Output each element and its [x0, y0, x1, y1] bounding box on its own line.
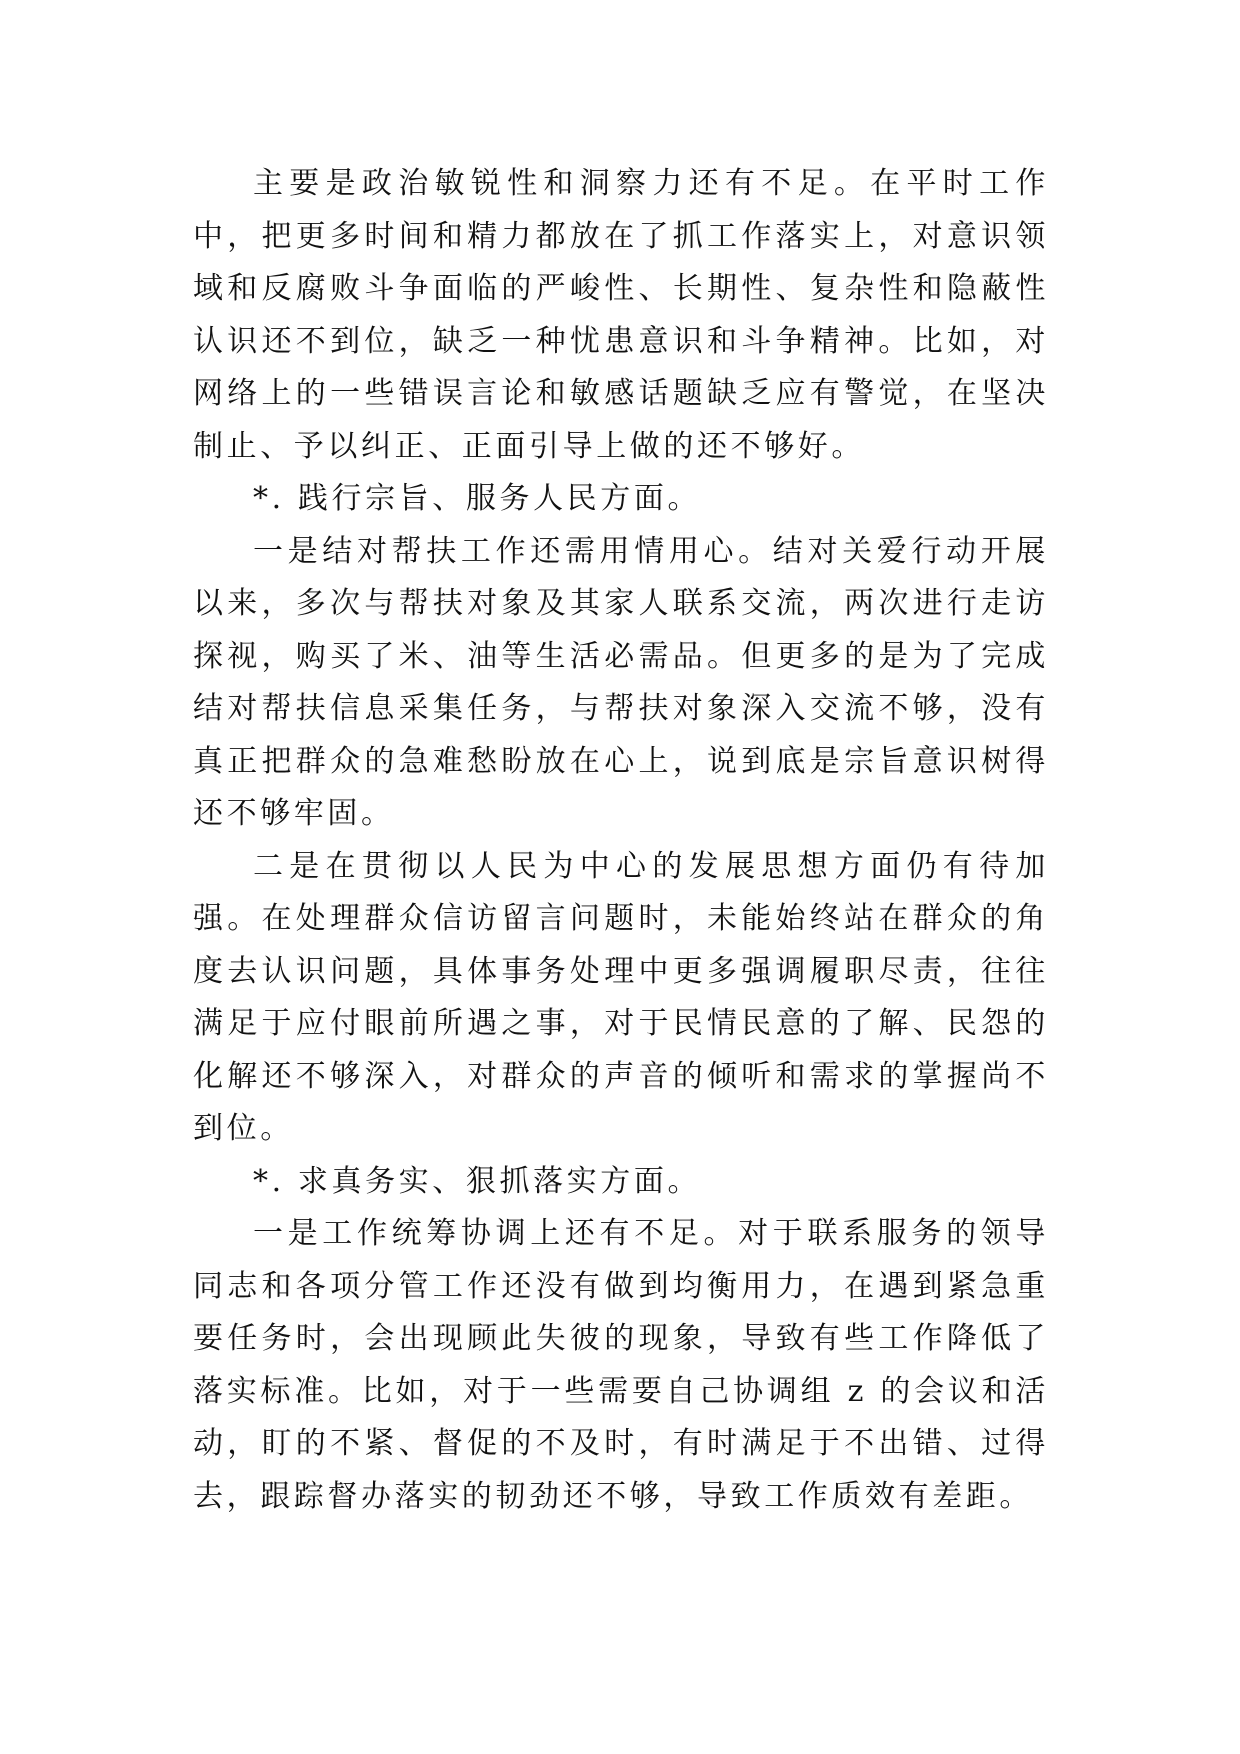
section-heading-serve-people: *. 践行宗旨、服务人民方面。	[253, 481, 702, 516]
paragraph-people-centered: 二是在贯彻以人民为中心的发展思想方面仍有待加强。在处理群众信访留言问题时，未能始终站在群众的角度去认识问题，具体事务处理中更多强调履职尽责，往往满足于应付眼前所遇之事，对于民情民意的了解、民怨的化解还不够深入，对群众的声音的倾听和需求的掌握尚不到位。	[193, 848, 1049, 1146]
paragraph-political-sensitivity: 主要是政治敏锐性和洞察力还有不足。在平时工作中，把更多时间和精力都放在了抓工作落实上，对意识领域和反腐败斗争面临的严峻性、长期性、复杂性和隐蔽性认识还不到位，缺乏一种忧患意识和斗争精神。比如，对网络上的一些错误言论和敏感话题缺乏应有警觉，在坚决制止、予以纠正、正面引导上做的还不够好。	[193, 166, 1049, 464]
section-heading-implementation: *. 求真务实、狠抓落实方面。	[253, 1163, 702, 1199]
document-body	[193, 158, 1049, 1523]
paragraph-pairing-assistance: 一是结对帮扶工作还需用情用心。结对关爱行动开展以来，多次与帮扶对象及其家人联系交流，两次进行走访探视，购买了米、油等生活必需品。但更多的是为了完成结对帮扶信息采集任务，与帮扶对象深入交流不够，没有真正把群众的急难愁盼放在心上，说到底是宗旨意识树得还不够牢固。	[193, 533, 1049, 831]
paragraph-coordination: 一是工作统筹协调上还有不足。对于联系服务的领导同志和各项分管工作还没有做到均衡用力，在遇到紧急重要任务时，会出现顾此失彼的现象，导致有些工作降低了落实标准。比如，对于一些需要自己协调组 z 的会议和活动，盯的不紧、督促的不及时，有时满足于不出错、过得去，跟踪督办落实的韧劲还不够，导致工作质效有差距。	[193, 1216, 1049, 1514]
